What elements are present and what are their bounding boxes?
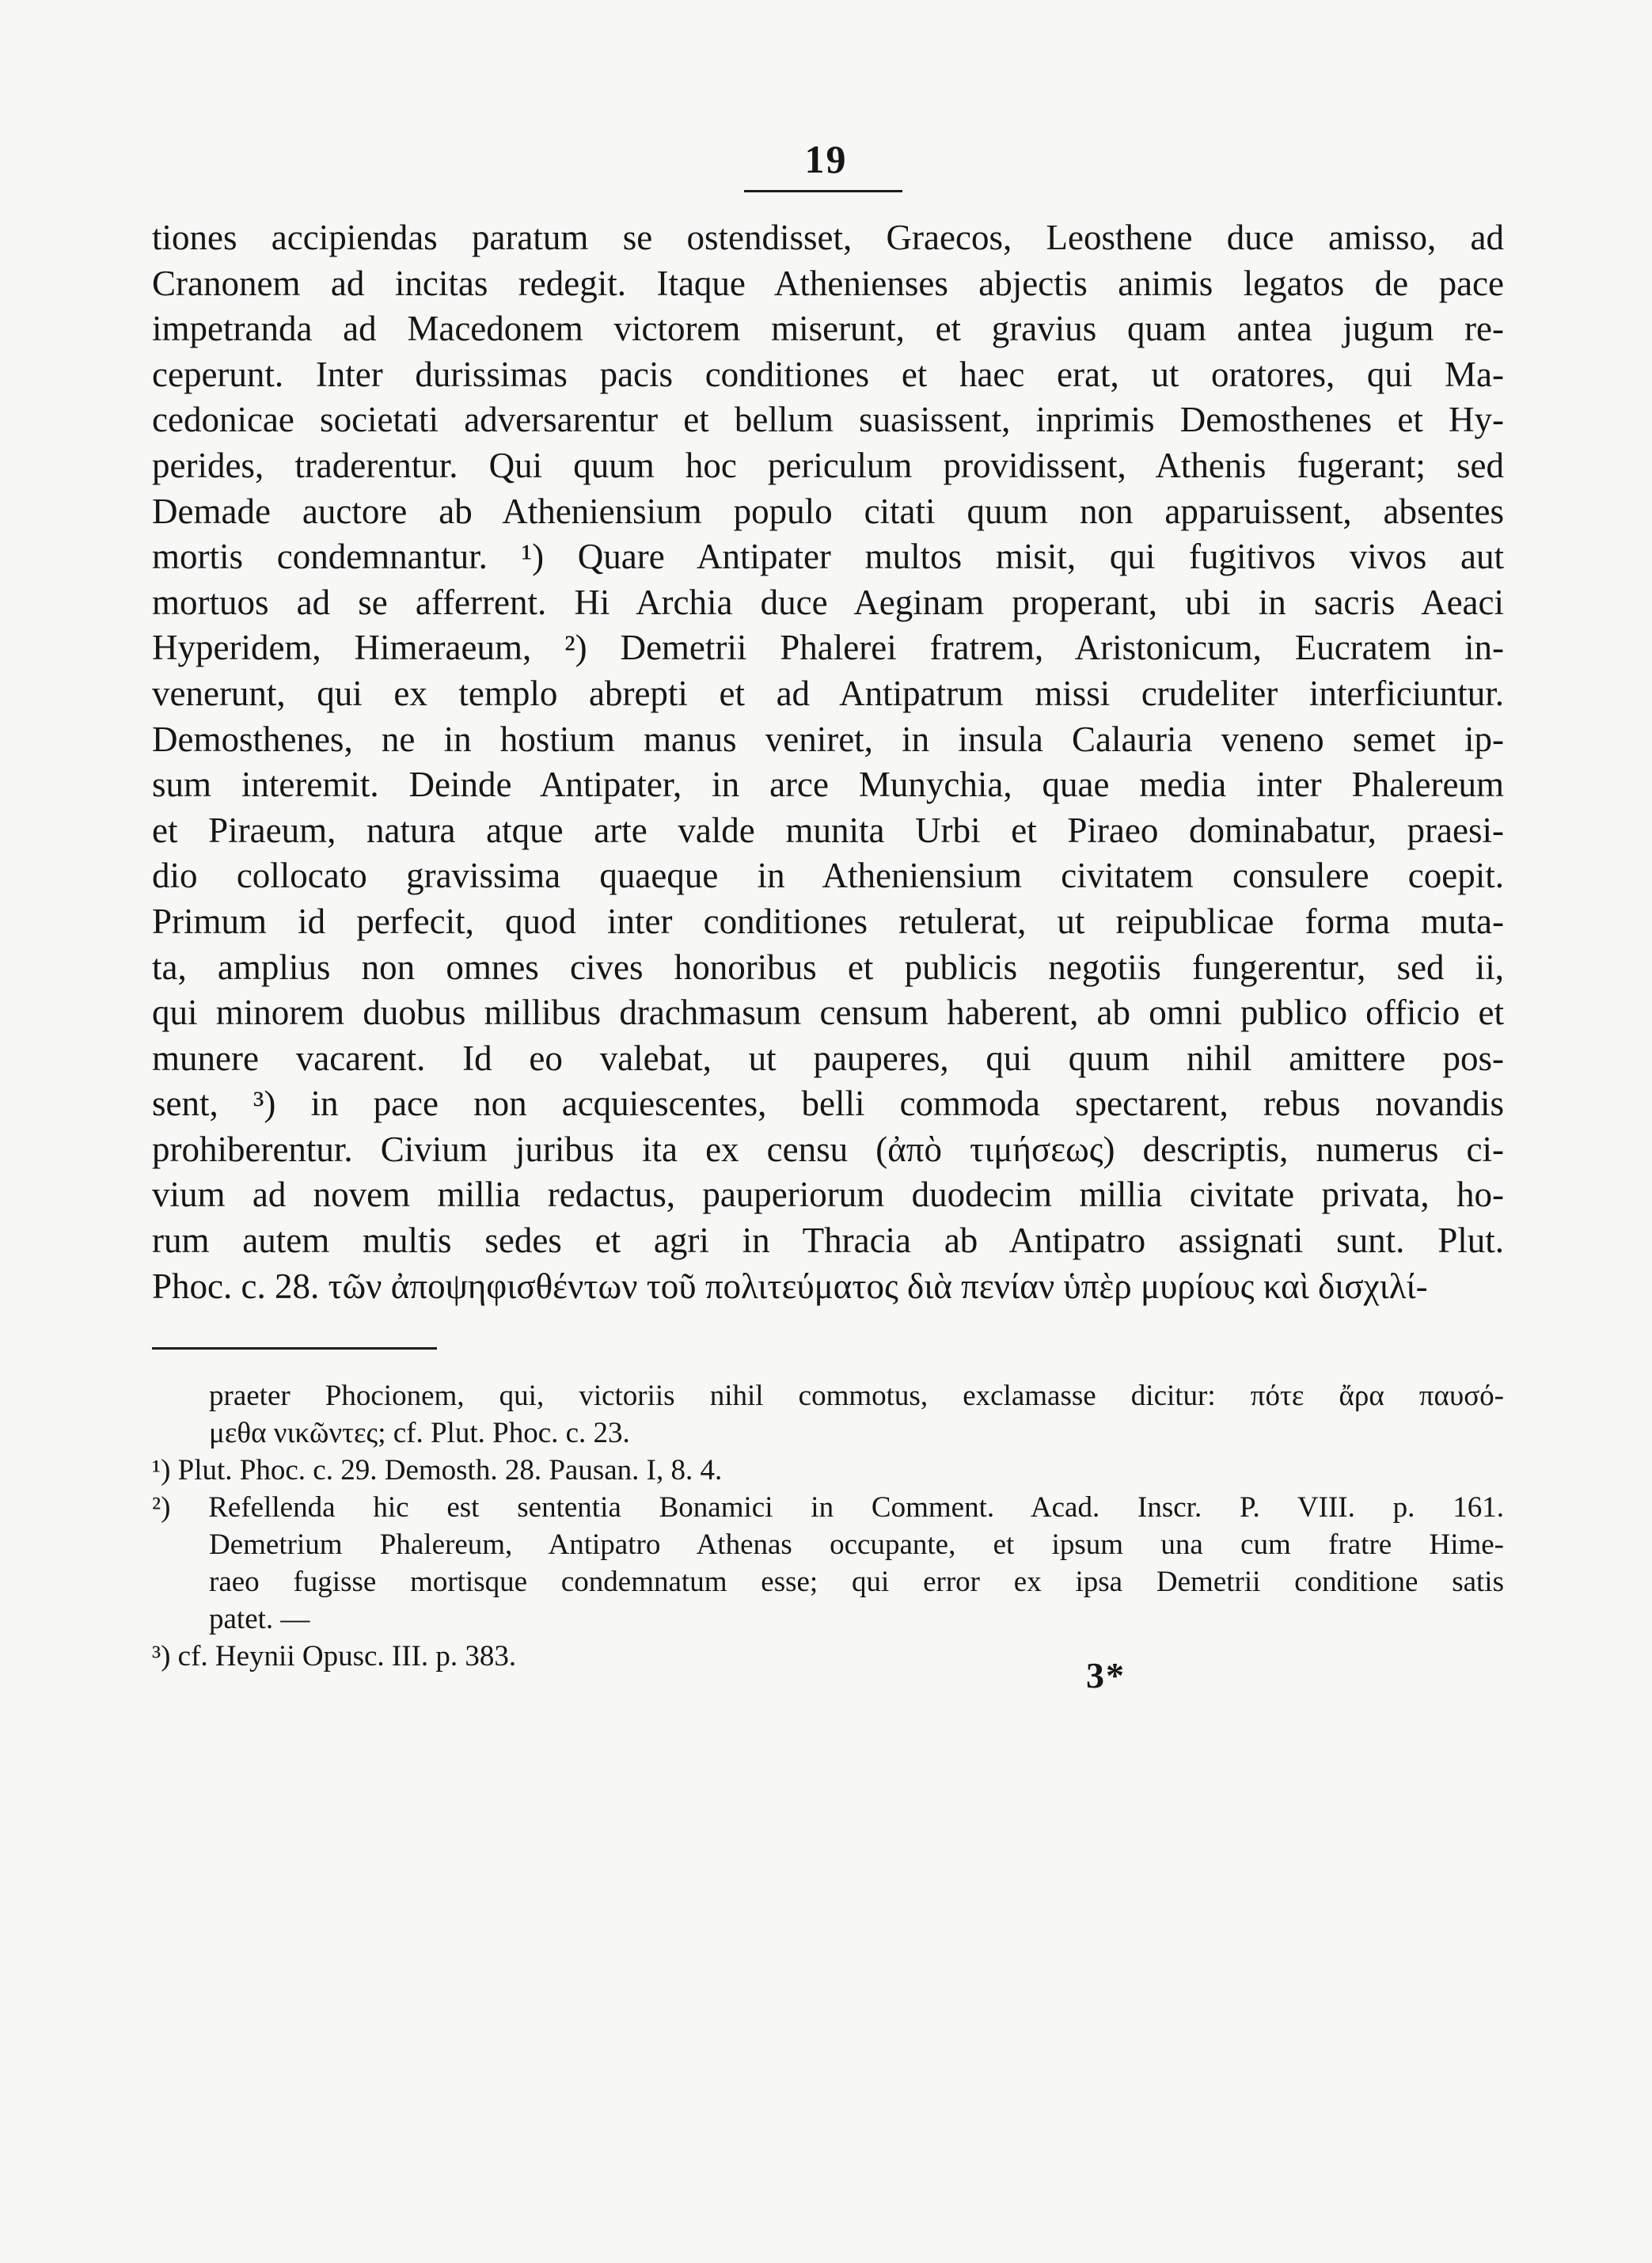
text-line: tiones accipiendas paratum se ostendisset, Graecos, Leosthene duce amisso, ad — [152, 218, 1504, 257]
signature-mark: 3* — [1086, 1655, 1126, 1695]
footnote-line: ³) cf. Heynii Opusc. III. p. 383. — [152, 1640, 517, 1673]
text-line: sent, ³) in pace non acquiescentes, belli commoda spectarent, rebus novandis — [152, 1084, 1504, 1124]
text-line: perides, traderentur. Qui quum hoc periculum providissent, Athenis fugerant; sed — [152, 445, 1504, 485]
text-line: munere vacarent. Id eo valebat, ut pauperes, qui quum nihil amittere pos- — [152, 1038, 1504, 1078]
main-text — [152, 215, 1504, 1309]
text-line: prohiberentur. Civium juribus ita ex censu (ἀπὸ τιμήσεως) descriptis, numerus ci- — [152, 1129, 1504, 1169]
text-line: impetranda ad Macedonem victorem miserunt, et gravius quam antea jugum re- — [152, 309, 1504, 349]
footnote-rule — [152, 1347, 437, 1350]
text-line: ceperunt. Inter durissimas pacis conditiones et haec erat, ut oratores, qui Ma- — [152, 354, 1504, 394]
text-line: qui minorem duobus millibus drachmasum censum haberent, ab omni publico officio et — [152, 993, 1504, 1033]
text-line: et Piraeum, natura atque arte valde munita Urbi et Piraeo dominabatur, praesi- — [152, 810, 1504, 850]
text-line: dio collocato gravissima quaeque in Atheniensium civitatem consulere coepit. — [152, 856, 1504, 896]
text-line: Demade auctore ab Atheniensium populo citati quum non apparuissent, absentes — [152, 491, 1504, 531]
text-line: mortis condemnantur. ¹) Quare Antipater multos misit, qui fugitivos vivos aut — [152, 537, 1504, 577]
footnote-line: praeter Phocionem, qui, victoriis nihil commotus, exclamasse dicitur: πότε ἄρα παυσό- — [209, 1380, 1504, 1412]
text-line: vium ad novem millia redactus, pauperiorum duodecim millia civitate privata, ho- — [152, 1175, 1504, 1215]
page-number: 19 — [804, 137, 848, 181]
text-line: venerunt, qui ex templo abrepti et ad Antipatrum missi crudeliter interficiuntur. — [152, 673, 1504, 713]
footnote-line: ²) Refellenda hic est sententia Bonamici in Comment. Acad. Inscr. P. VIII. p. 161. — [152, 1491, 1504, 1524]
text-line: Hyperidem, Himeraeum, ²) Demetrii Phalerei fratrem, Aristonicum, Eucratem in- — [152, 628, 1504, 668]
text-line: mortuos ad se afferrent. Hi Archia duce Aeginam properant, ubi in sacris Aeaci — [152, 582, 1504, 622]
footnote-line: ¹) Plut. Phoc. c. 29. Demosth. 28. Pausan. I, 8. 4. — [152, 1454, 723, 1487]
text-line: cedonicae societati adversarentur et bellum suasissent, inprimis Demosthenes et Hy- — [152, 400, 1504, 440]
text-line: sum interemit. Deinde Antipater, in arce Munychia, quae media inter Phalereum — [152, 765, 1504, 805]
text-line: Phoc. c. 28. τῶν ἀποψηφισθέντων τοῦ πολιτεύματος διὰ πενίαν ὑπὲρ μυρίους καὶ δισχιλί- — [152, 1266, 1428, 1306]
text-line: rum autem multis sedes et agri in Thracia ab Antipatro assignati sunt. Plut. — [152, 1221, 1504, 1261]
header-rule — [744, 190, 902, 192]
footnotes — [152, 1377, 1504, 1675]
text-line: Cranonem ad incitas redegit. Itaque Athenienses abjectis animis legatos de pace — [152, 263, 1504, 303]
text-line: Demosthenes, ne in hostium manus veniret, in insula Calauria veneno semet ip- — [152, 719, 1504, 759]
footnote-line: patet. — — [209, 1603, 310, 1635]
footnote-line: μεθα νικῶντες; cf. Plut. Phoc. c. 23. — [209, 1417, 630, 1449]
text-line: ta, amplius non omnes cives honoribus et publicis negotiis fungerentur, sed ii, — [152, 947, 1504, 987]
footnote-line: raeo fugisse mortisque condemnatum esse; qui error ex ipsa Demetrii conditione satis — [209, 1566, 1504, 1598]
footnote-line: Demetrium Phalereum, Antipatro Athenas occupante, et ipsum una cum fratre Hime- — [209, 1528, 1504, 1561]
text-line: Primum id perfecit, quod inter conditiones retulerat, ut reipublicae forma muta- — [152, 901, 1504, 941]
